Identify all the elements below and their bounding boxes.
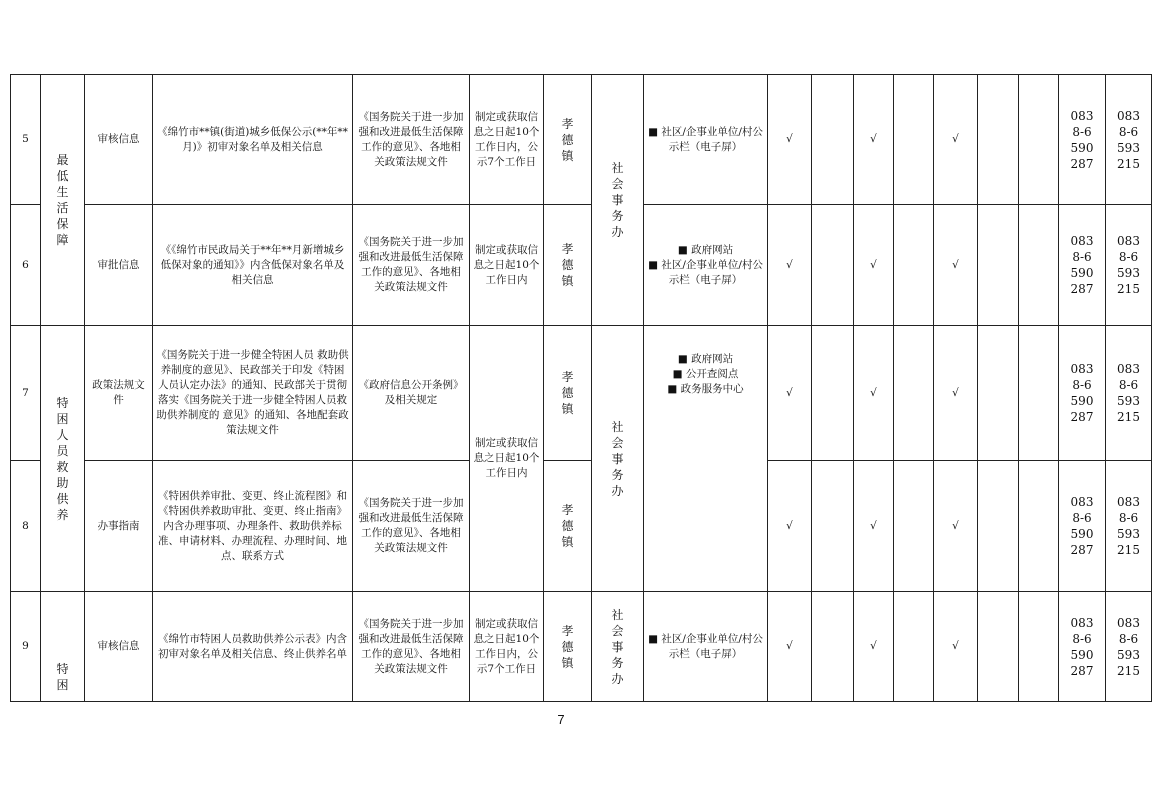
channels-cell — [644, 592, 768, 702]
phone-number: 0838-6593215 — [1117, 495, 1140, 557]
subject-label: 孝德镇 — [561, 623, 574, 670]
item-name: 办事指南 — [85, 461, 153, 592]
category-label: 特困人员救助供养 — [56, 395, 69, 522]
basis-cell: 《国务院关于进一步加强和改进最低生活保障工作的意见》、各地相关政策法规文件 — [353, 461, 470, 592]
channels-cell — [644, 75, 768, 205]
phone-number: 0838-6593215 — [1117, 362, 1140, 424]
dept-cell — [592, 592, 644, 702]
check-mark: √ — [768, 326, 812, 461]
content-cell: 《绵竹市**镇(街道)城乡低保公示(**年**月)》初审对象名单及相关信息 — [153, 75, 353, 205]
phone-number: 0838-6590287 — [1070, 495, 1094, 557]
page-number: 7 — [557, 712, 565, 727]
category-label: 最低生活保障 — [56, 153, 69, 247]
phone-cell — [1059, 326, 1106, 461]
check-mark: √ — [854, 205, 894, 326]
category-cell — [41, 592, 85, 702]
channel-item: ■ 社区/企事业单位/村公示栏（电子屏） — [648, 632, 763, 660]
table-row — [11, 75, 1152, 205]
subject-label: 孝德镇 — [561, 116, 574, 163]
channel-item: ■ 社区/企事业单位/村公示栏（电子屏） — [648, 258, 763, 286]
empty-cell — [978, 205, 1019, 326]
empty-cell — [894, 326, 934, 461]
phone-cell — [1059, 75, 1106, 205]
content-cell: 《国务院关于进一步健全特困人员 救助供养制度的意见》、民政部关于印发《特困人员认定办法》的通知、民政部关于贯彻落实《国务院关于进一步健全特困人员救助供养制度的 意见》的通知、各地配套政策法规文件 — [153, 326, 353, 461]
subject-cell — [544, 75, 592, 205]
content-cell: 《绵竹市特困人员救助供养公示表》内含初审对象名单及相关信息、终止供养名单 — [153, 592, 353, 702]
channel-item: ■ 政府网站 — [677, 243, 734, 256]
subject-cell — [544, 461, 592, 592]
empty-cell — [894, 461, 934, 592]
phone-cell — [1106, 592, 1152, 702]
subject-cell — [544, 326, 592, 461]
basis-cell: 《国务院关于进一步加强和改进最低生活保障工作的意见》、各地相关政策法规文件 — [353, 592, 470, 702]
channels-cell — [644, 326, 768, 592]
table-row — [11, 592, 1152, 702]
phone-number: 0838-6593215 — [1117, 108, 1140, 171]
subject-label: 孝德镇 — [561, 242, 574, 288]
check-mark: √ — [768, 461, 812, 592]
empty-cell — [1019, 461, 1059, 592]
basis-cell: 《国务院关于进一步加强和改进最低生活保障工作的意见》、各地相关政策法规文件 — [353, 75, 470, 205]
check-mark: √ — [854, 75, 894, 205]
check-mark: √ — [934, 326, 978, 461]
dept-label: 社会事务办 — [611, 419, 624, 498]
empty-cell — [978, 461, 1019, 592]
check-mark: √ — [768, 592, 812, 702]
check-mark: √ — [934, 461, 978, 592]
time-limit-cell: 制定或获取信息之日起10个工作日内 — [470, 205, 544, 326]
time-limit-cell: 制定或获取信息之日起10个工作日内，公示7个工作日 — [470, 592, 544, 702]
subject-label: 孝德镇 — [561, 503, 574, 549]
row-number: 9 — [11, 592, 41, 702]
phone-cell — [1106, 205, 1152, 326]
category-cell — [41, 75, 85, 326]
empty-cell — [894, 205, 934, 326]
phone-number: 0838-6593215 — [1117, 615, 1140, 678]
empty-cell — [978, 592, 1019, 702]
empty-cell — [1019, 75, 1059, 205]
phone-number: 0838-6590287 — [1070, 234, 1094, 296]
subject-cell — [544, 592, 592, 702]
empty-cell — [1019, 592, 1059, 702]
subject-label: 孝德镇 — [561, 370, 574, 416]
content-cell: 《《绵竹市民政局关于**年**月新增城乡低保对象的通知》》内含低保对象名单及相关信息 — [153, 205, 353, 326]
empty-cell — [978, 75, 1019, 205]
category-cell — [41, 326, 85, 592]
disclosure-table — [10, 74, 1152, 702]
channel-item: ■ 公开查阅点 — [672, 368, 739, 380]
item-name: 审核信息 — [85, 592, 153, 702]
check-mark: √ — [934, 205, 978, 326]
table-row — [11, 326, 1152, 461]
category-label: 特困 — [56, 662, 69, 692]
check-mark: √ — [854, 592, 894, 702]
channel-item: ■ 政务服务中心 — [667, 383, 744, 395]
content-cell: 《特困供养审批、变更、终止流程图》和《特困供养救助审批、变更、终止指南》内含办理事项、办理条件、救助供养标准、申请材料、办理流程、办理时间、地点、联系方式 — [153, 461, 353, 592]
time-limit-cell: 制定或获取信息之日起10个工作日内 — [470, 326, 544, 592]
phone-cell — [1059, 205, 1106, 326]
dept-cell — [592, 326, 644, 592]
time-limit-cell: 制定或获取信息之日起10个工作日内，公示7个工作日 — [470, 75, 544, 205]
phone-cell — [1059, 592, 1106, 702]
channels-cell — [644, 205, 768, 326]
subject-cell — [544, 205, 592, 326]
table-row — [11, 461, 1152, 592]
dept-label: 社会事务办 — [611, 607, 624, 686]
empty-cell — [1019, 205, 1059, 326]
phone-number: 0838-6593215 — [1117, 234, 1140, 296]
phone-number: 0838-6590287 — [1070, 362, 1094, 424]
channel-item: ■ 政府网站 — [677, 353, 734, 365]
empty-cell — [1019, 326, 1059, 461]
empty-cell — [894, 592, 934, 702]
empty-cell — [812, 326, 854, 461]
phone-cell — [1106, 461, 1152, 592]
row-number: 5 — [11, 75, 41, 205]
check-mark: √ — [768, 205, 812, 326]
empty-cell — [978, 326, 1019, 461]
empty-cell — [812, 592, 854, 702]
empty-cell — [812, 75, 854, 205]
check-mark: √ — [934, 75, 978, 205]
row-number: 7 — [11, 326, 41, 461]
dept-label: 社会事务办 — [611, 161, 624, 239]
channel-item: ■ 社区/企事业单位/村公示栏（电子屏） — [648, 125, 763, 153]
phone-cell — [1059, 461, 1106, 592]
phone-cell — [1106, 326, 1152, 461]
check-mark: √ — [854, 461, 894, 592]
check-mark: √ — [854, 326, 894, 461]
table-row — [11, 205, 1152, 326]
basis-cell: 《国务院关于进一步加强和改进最低生活保障工作的意见》、各地相关政策法规文件 — [353, 205, 470, 326]
item-name: 审批信息 — [85, 205, 153, 326]
check-mark: √ — [768, 75, 812, 205]
basis-cell: 《政府信息公开条例》及相关规定 — [353, 326, 470, 461]
item-name: 政策法规文件 — [85, 326, 153, 461]
phone-cell — [1106, 75, 1152, 205]
item-name: 审核信息 — [85, 75, 153, 205]
phone-number: 0838-6590287 — [1070, 615, 1094, 678]
row-number: 6 — [11, 205, 41, 326]
empty-cell — [894, 75, 934, 205]
empty-cell — [812, 461, 854, 592]
phone-number: 0838-6590287 — [1070, 108, 1094, 171]
row-number: 8 — [11, 461, 41, 592]
empty-cell — [812, 205, 854, 326]
check-mark: √ — [934, 592, 978, 702]
dept-cell — [592, 75, 644, 326]
